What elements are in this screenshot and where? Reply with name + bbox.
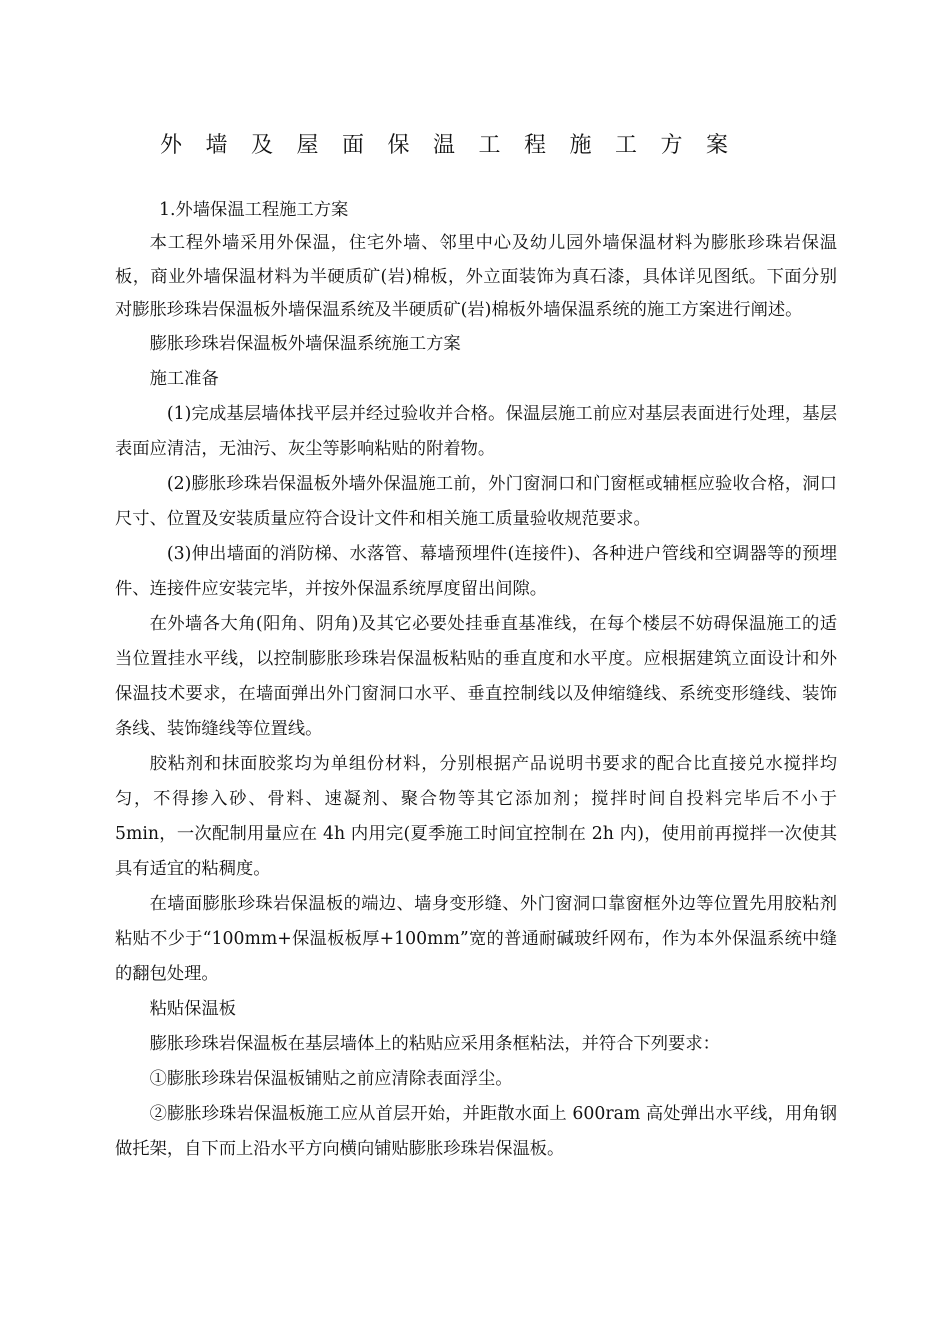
document-body [115,194,837,1167]
paragraph-mesh: 在墙面膨胀珍珠岩保温板的端边、墙身变形缝、外门窗洞口靠窗框外边等位置先用胶粘剂粘贴不少于“100mm+保温板板厚+100mm”宽的普通耐碱玻纤网布，作为本外保温系统中缝的翻包处理。 [115,894,837,985]
paragraph-adhesive: 胶粘剂和抹面胶浆均为单组份材料，分别根据产品说明书要求的配合比直接兑水搅拌均匀，不得掺入砂、骨料、速凝剂、聚合物等其它添加剂；搅拌时间自投料完毕后不小于 5min，一次配制用量应在 4h 内用完(夏季施工时间宜控制在 2h 内)，使用前再搅拌一次使其具有适宜的粘稠度。 [115,754,837,880]
paragraph-prep-2: (2)膨胀珍珠岩保温板外墙外保温施工前，外门窗洞口和门窗框或辅框应验收合格，洞口尺寸、位置及安装质量应符合设计文件和相关施工质量验收规范要求。 [115,474,837,530]
paragraph-bonding-req: 膨胀珍珠岩保温板在基层墙体上的粘贴应采用条框粘法，并符合下列要求： [149,1034,720,1055]
list-item-2: ②膨胀珍珠岩保温板施工应从首层开始，并距散水面上 600ram 高处弹出水平线，用角钢做托架，自下而上沿水平方向横向铺贴膨胀珍珠岩保温板。 [115,1104,837,1160]
list-item-1: ①膨胀珍珠岩保温板铺贴之前应清除表面浮尘。 [149,1069,513,1090]
paragraph-baseline: 在外墙各大角(阳角、阴角)及其它必要处挂垂直基准线，在每个楼层不妨碍保温施工的适当位置挂水平线，以控制膨胀珍珠岩保温板粘贴的垂直度和水平度。应根据建筑立面设计和外保温技术要求，在墙面弹出外门窗洞口水平、垂直控制线以及伸缩缝线、系统变形缝线、装饰条线、装饰缝线等位置线。 [115,614,837,740]
document-title: 外墙及屋面保温工程施工方案 [160,133,752,158]
paragraph-prep-1: (1)完成基层墙体找平层并经过验收并合格。保温层施工前应对基层表面进行处理，基层表面应清洁，无油污、灰尘等影响粘贴的附着物。 [115,404,837,460]
paragraph-intro: 本工程外墙采用外保温，住宅外墙、邻里中心及幼儿园外墙保温材料为膨胀珍珠岩保温板，商业外墙保温材料为半硬质矿(岩)棉板，外立面装饰为真石漆，具体详见图纸。下面分别对膨胀珍珠岩保温板外墙保温系统及半硬质矿(岩)棉板外墙保温系统的施工方案进行阐述。 [115,233,837,320]
paragraph-prep-3: (3)伸出墙面的消防梯、水落管、幕墙预埋件(连接件)、各种进户管线和空调器等的预埋件、连接件应安装完毕，并按外保温系统厚度留出间隙。 [115,544,837,600]
subheading-preparation: 施工准备 [149,369,219,390]
subheading-bonding: 粘贴保温板 [149,999,237,1020]
subheading-expanded-perlite: 膨胀珍珠岩保温板外墙保温系统施工方案 [149,334,461,355]
section-heading-1: 1.外墙保温工程施工方案 [159,200,349,220]
